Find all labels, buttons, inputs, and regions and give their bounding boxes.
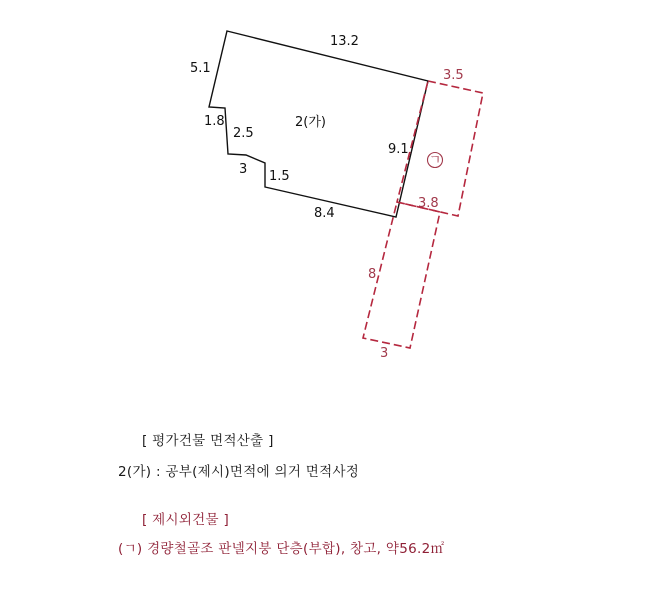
valuation-note: 2(가) : 공부(제시)면적에 의거 면적사정 [118, 464, 360, 480]
dim-extra-3-8: 3.8 [418, 196, 439, 211]
dim-step-1-8: 1.8 [204, 114, 225, 129]
dim-extra-3-5: 3.5 [443, 68, 464, 83]
dim-right-9-1: 9.1 [388, 142, 409, 157]
extra-building-label: ㄱ [428, 153, 442, 168]
dim-extra-8: 8 [368, 267, 377, 282]
main-building-label: 2(가) [295, 115, 326, 130]
dim-left-5-1: 5.1 [190, 61, 211, 76]
dim-top-13-2: 13.2 [330, 34, 359, 49]
dim-bottom-8-4: 8.4 [314, 206, 335, 221]
dim-step-3: 3 [239, 162, 248, 177]
dim-extra-3: 3 [380, 346, 389, 361]
extra-building-note: (ㄱ) 경량철골조 판넬지붕 단층(부합), 창고, 약56.2㎡ [118, 541, 445, 557]
dim-step-2-5: 2.5 [233, 126, 254, 141]
dim-step-1-5: 1.5 [269, 169, 290, 184]
extra-building-upper-outline [397, 81, 483, 216]
extra-building-header: [ 제시외건물 ] [142, 512, 230, 528]
valuation-header: [ 평가건물 면적산출 ] [142, 433, 274, 449]
